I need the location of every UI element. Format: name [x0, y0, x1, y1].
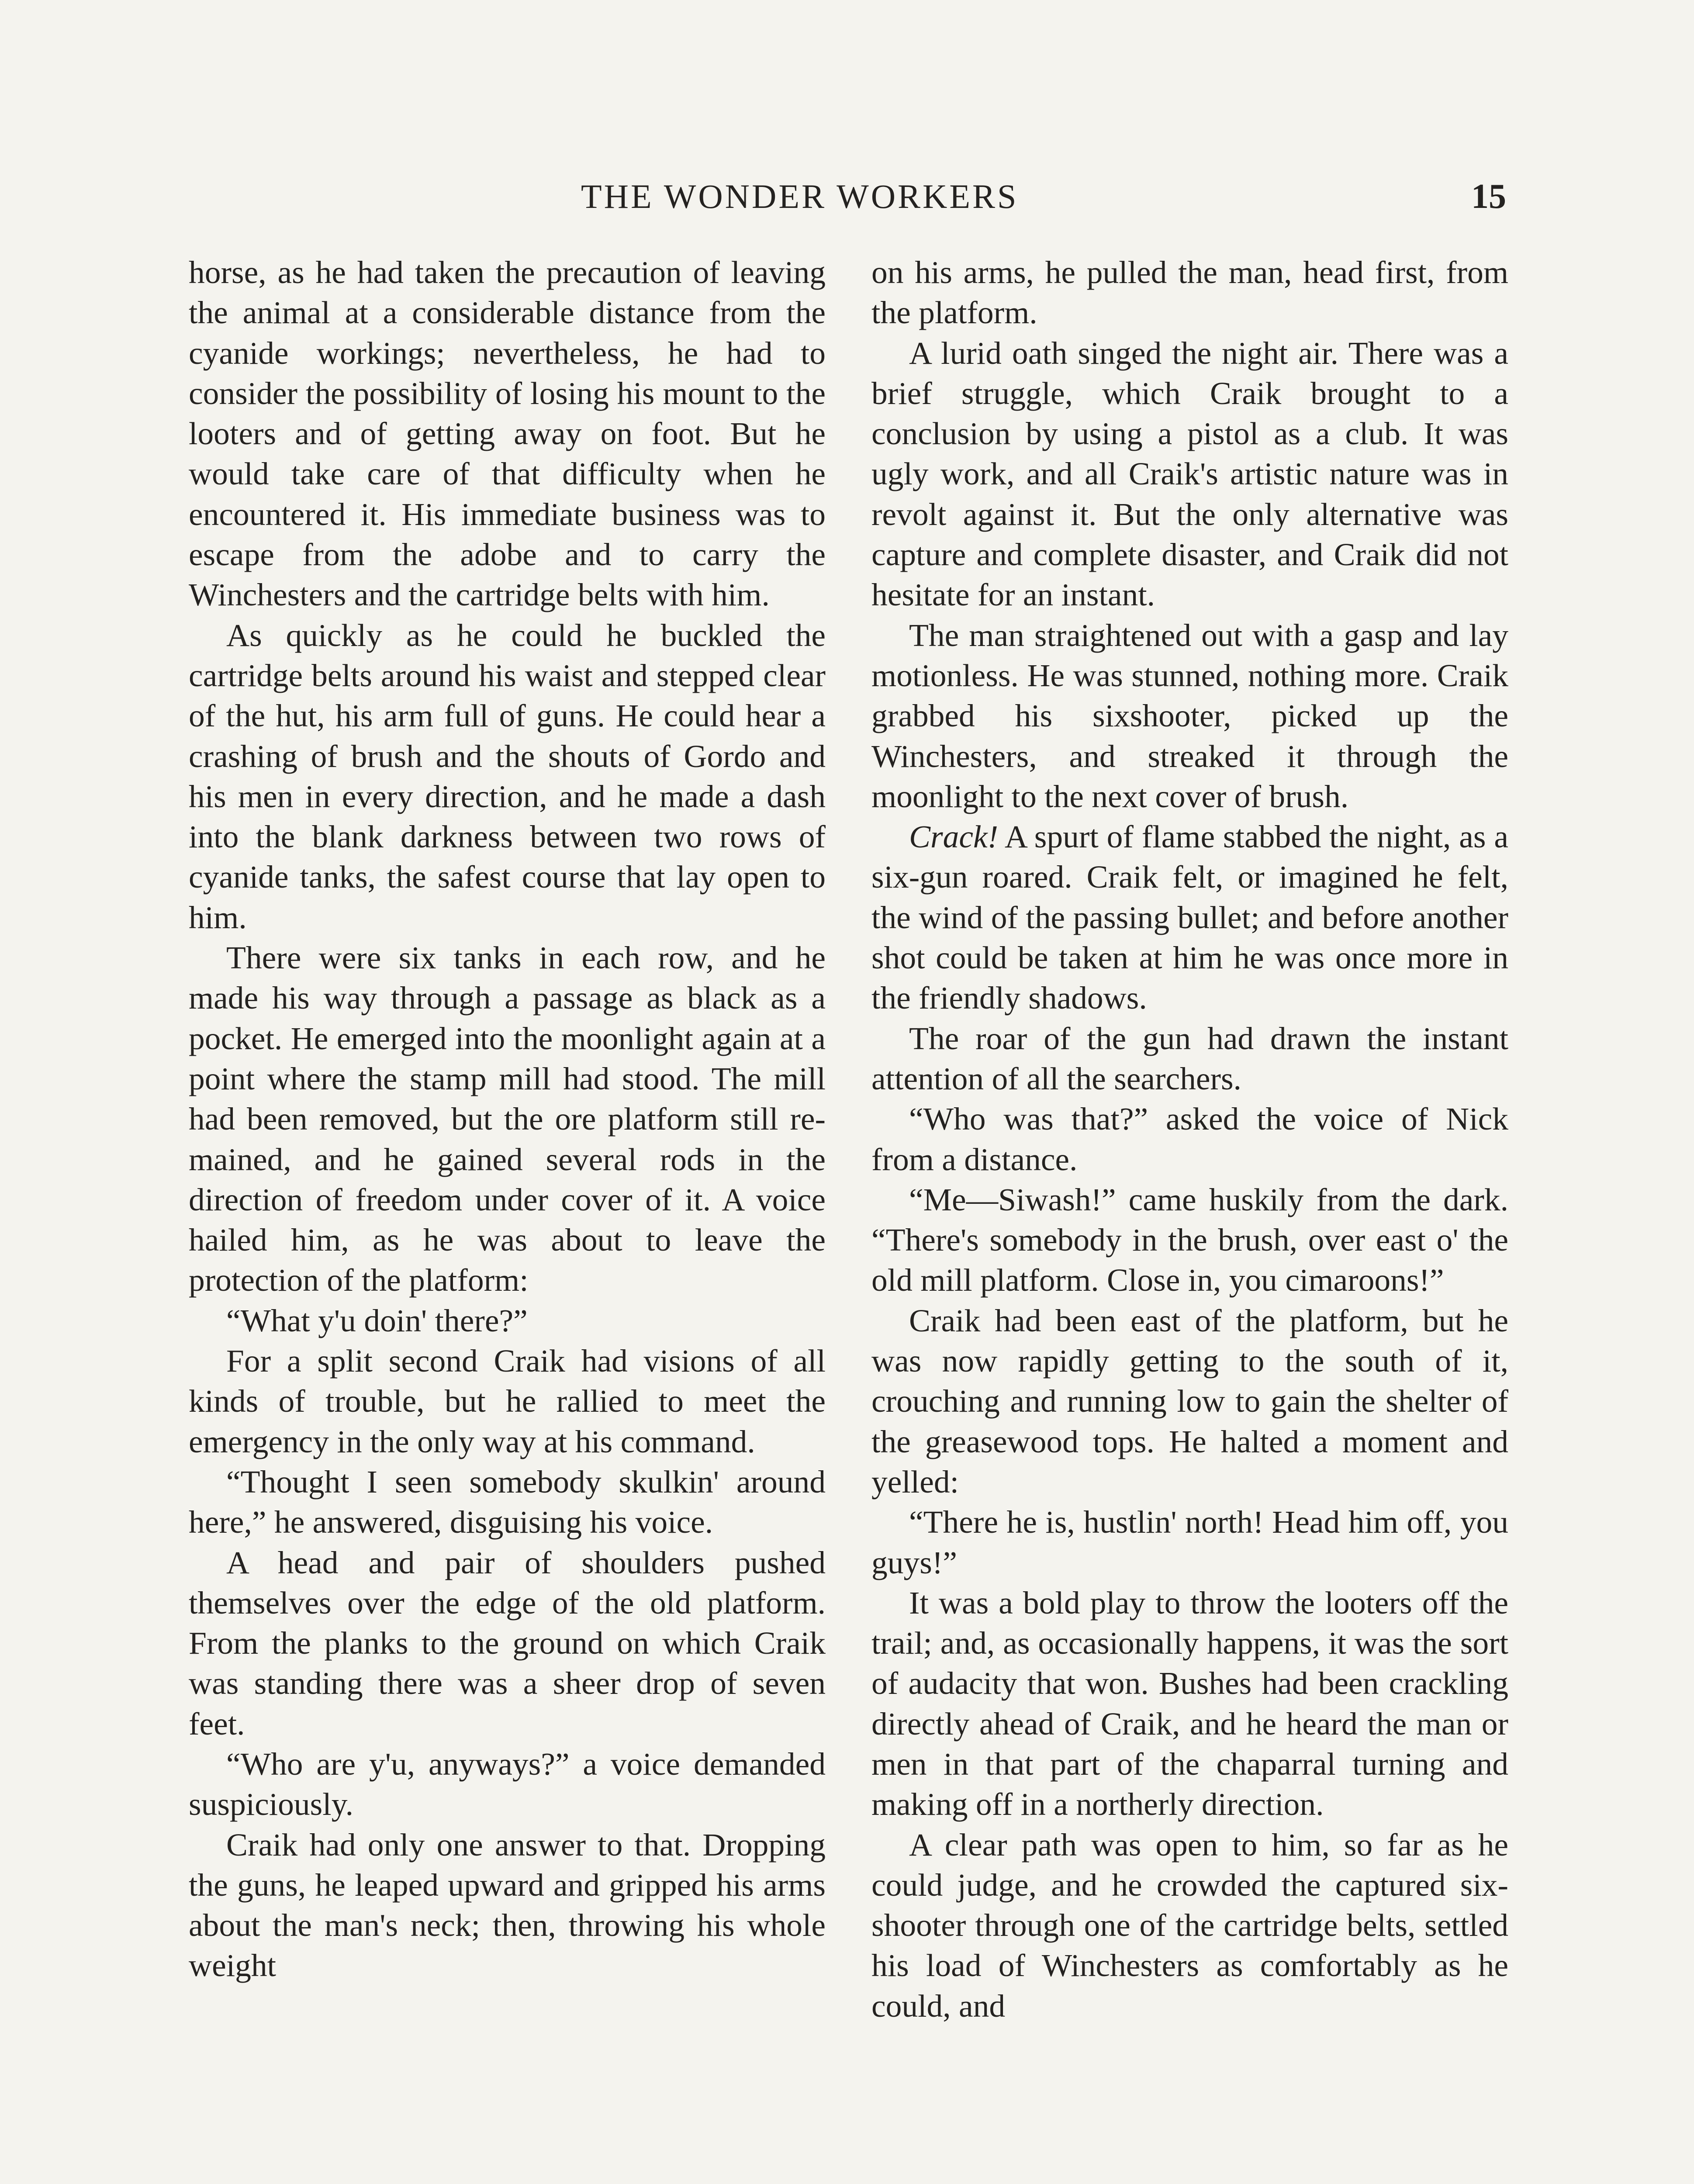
left-column — [189, 252, 826, 1986]
paragraph: on his arms, he pulled the man, head first, from the platform. — [871, 255, 1508, 331]
paragraph: “Who was that?” asked the voice of Nick from a distance. — [871, 1101, 1508, 1177]
paragraph: “Who are y'u, anyways?” a voice demanded suspiciously. — [189, 1746, 826, 1822]
paragraph: The man straightened out with a gasp and lay motionless. He was stunned, nothing more. Craik grabbed his sixshooter, picked up the Winchesters, and streaked it through the moonlight to the next cover of brush. — [871, 617, 1508, 814]
paragraph: horse, as he had taken the precaution of leaving the animal at a considerable distance from the cyanide workings; nevertheless, he had to consider the possibility of losing his mount to the looters and of getting away on foot. But he would take care of that difficulty when he encountered it. His immediate business was to escape from the adobe and to carry the Winchesters and the cartridge belts with him. — [189, 255, 826, 613]
paragraph: Craik had been east of the platform, but he was now rapidly getting to the south of it, crouching and running low to gain the shelter of the greasewood tops. He halted a moment and yelled: — [871, 1303, 1508, 1500]
paragraph: Craik had only one answer to that. Dropping the guns, he leaped upward and gripped his arms about the man's neck; then, throwing his whole weight — [189, 1827, 826, 1984]
paragraph: A lurid oath singed the night air. There was a brief struggle, which Craik brought to a conclusion by using a pistol as a club. It was ugly work, and all Craik's artistic nature was in revolt against it. But the only alternative was capture and complete disaster, and Craik did not hesitate for an instant. — [871, 335, 1508, 613]
paragraph: The roar of the gun had drawn the instant attention of all the searchers. — [871, 1020, 1508, 1096]
page-number: 15 — [1471, 177, 1506, 216]
paragraph: “Me—Siwash!” came huskily from the dark. “There's somebody in the brush, over east o' the old mill platform. Close in, you cimaroons!” — [871, 1182, 1508, 1298]
paragraph: A clear path was open to him, so far as he could judge, and he crowded the captured six-shooter through one of the cartridge belts, settled his load of Winchesters as comfortably as he could, and — [871, 1827, 1508, 2024]
right-column — [871, 252, 1508, 2026]
paragraph: As quickly as he could he buckled the cartridge belts around his waist and stepped clear of the hut, his arm full of guns. He could hear a crashing of brush and the shouts of Gordo and his men in every direction, and he made a dash into the blank darkness between two rows of cyanide tanks, the safest course that lay open to him. — [189, 617, 826, 935]
paragraph: For a split second Craik had visions of all kinds of trouble, but he rallied to meet the emergency in the only way at his command. — [189, 1343, 826, 1459]
paragraph: “There he is, hustlin' north! Head him off, you guys!” — [871, 1504, 1508, 1580]
running-head — [0, 173, 1694, 225]
paragraph: There were six tanks in each row, and he made his way through a passage as black as a pocket. He emerged into the moonlight again at a point where the stamp mill had stood. The mill had been removed, but the ore platform still remained, and he gained several rods in the direction of freedom under cover of it. A voice hailed him, as he was about to leave the protection of the platform: — [189, 940, 826, 1298]
paragraph: “Thought I seen somebody skulkin' around here,” he answered, disguising his voice. — [189, 1464, 826, 1540]
running-title: THE WONDER WORKERS — [581, 177, 1019, 215]
paragraph: “What y'u doin' there?” — [226, 1303, 528, 1338]
paragraph: It was a bold play to throw the looters off the trail; and, as occasionally happens, it was the sort of audacity that won. Bushes had been crackling directly ahead of Craik, and he heard the man or men in that part of the chaparral turning and making off in a northerly direction. — [871, 1585, 1508, 1822]
paragraph-text: A spurt of flame stabbed the night, as a six-gun roared. Craik felt, or imagined he felt, the wind of the passing bullet; and before another shot could be taken at him he was once more in the friendly shadows. — [871, 819, 1508, 1016]
paragraph: A head and pair of shoulders pushed themselves over the edge of the old platform. From the planks to the ground on which Craik was standing there was a sheer drop of seven feet. — [189, 1545, 826, 1742]
paragraph-crack — [871, 817, 1508, 1018]
italic-exclamation: Crack! — [909, 819, 999, 855]
